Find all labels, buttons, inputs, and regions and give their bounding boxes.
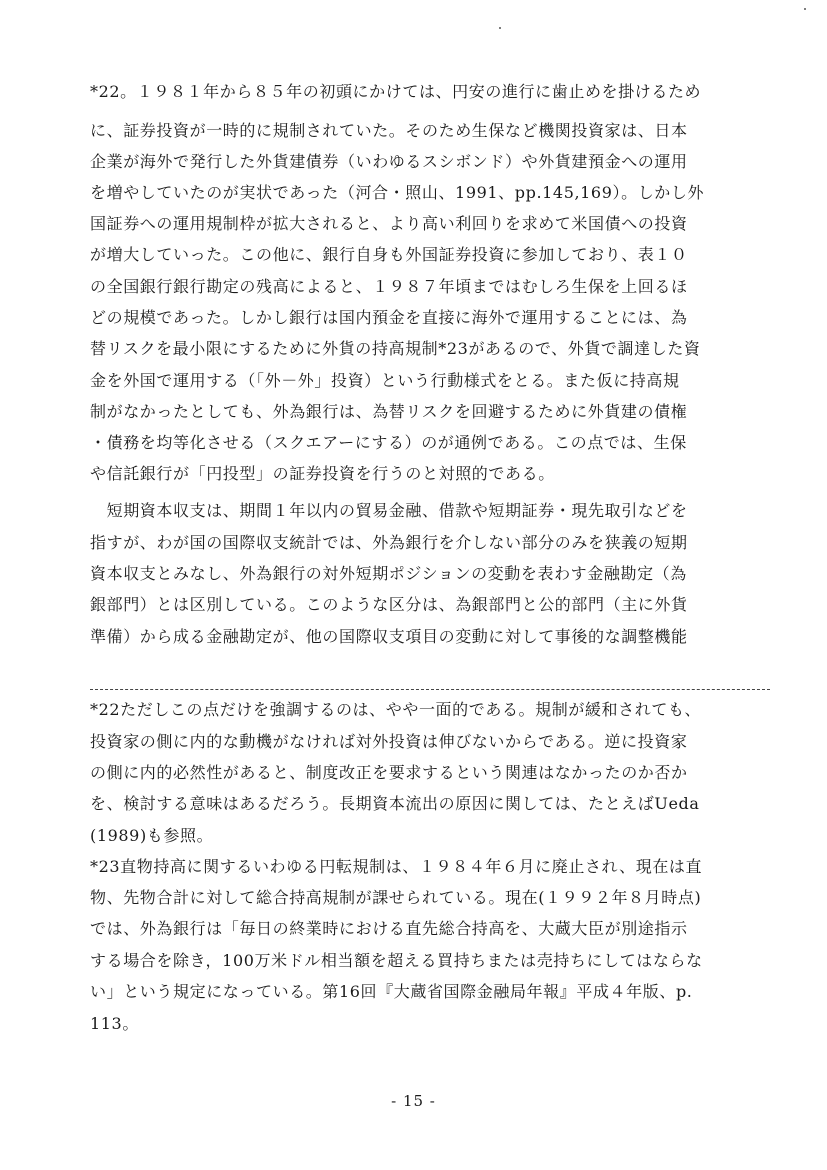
footnote-line: 113。 <box>90 1014 139 1033</box>
body-line: 制がなかったとしても、外為銀行は、為替リスクを回避するために外貨建の債権 <box>90 402 688 421</box>
body-line: 企業が海外で発行した外貨建債券（いわゆるスシボンド）や外貨建預金への運用 <box>90 152 688 171</box>
body-line: 替リスクを最小限にするために外貨の持高規制*23があるので、外貨で調達した資 <box>90 339 701 358</box>
body-line: が増大していった。この他に、銀行自身も外国証券投資に参加しており、表１０ <box>90 245 688 264</box>
footnote-line: (1989)も参照。 <box>90 826 214 845</box>
footnote-line: する場合を除き，100万米ドル相当額を超える買持ちまたは売持ちにしてはならな <box>90 951 703 970</box>
scan-speck <box>499 27 501 29</box>
body-line: を増やしていたのが実状であった（河合・照山、1991、pp.145,169）。しかし外 <box>90 183 705 202</box>
footnote-line: *23直物持高に関するいわゆる円転規制は、１９８４年６月に廃止され、現在は直 <box>90 857 703 876</box>
body-line: に、証券投資が一時的に規制されていた。そのため生保など機関投資家は、日本 <box>90 121 688 140</box>
footnote-line: の側に内的必然性があると、制度改正を要求するという関連はなかったのか否か <box>90 763 688 782</box>
body-line: ・債務を均等化させる（スクエアーにする）のが通例である。この点では、生保 <box>90 433 687 452</box>
body-line: 国証券への運用規制枠が拡大されると、より高い利回りを求めて米国債への投資 <box>90 214 688 233</box>
body-line: どの規模であった。しかし銀行は国内預金を直接に海外で運用することには、為 <box>90 308 688 327</box>
footnote-line: 投資家の側に内的な動機がなければ対外投資は伸びないからである。逆に投資家 <box>90 732 688 751</box>
body-line: 金を外国で運用する（「外－外」投資）という行動様式をとる。また仮に持高規 <box>90 371 680 390</box>
footnote-line: 物、先物合計に対して総合持高規制が課せられている。現在(１９９２年８月時点) <box>90 888 702 907</box>
body-line: の全国銀行銀行勘定の残高によると、１９８７年頃まではむしろ生保を上回るほ <box>90 277 688 296</box>
footnote-separator <box>90 689 770 690</box>
body-line: 資本収支とみなし、外為銀行の対外短期ポジションの変動を表わす金融勘定（為 <box>90 564 687 583</box>
body-line: *22。１９８１年から８５年の初頭にかけては、円安の進行に歯止めを掛けるため <box>90 82 702 101</box>
footnote-line: *22ただしこの点だけを強調するのは、やや一面的である。規制が緩和されても、 <box>90 700 702 719</box>
footnote-line: では、外為銀行は「毎日の終業時における直先総合持高を、大蔵大臣が別途指示 <box>90 919 688 938</box>
page-number: - 15 - <box>391 1092 436 1110</box>
body-line: 短期資本収支は、期間１年以内の貿易金融、借款や短期証券・現先取引などを <box>90 501 688 520</box>
scan-speck <box>804 8 806 10</box>
body-line: や信託銀行が「円投型」の証券投資を行うのと対照的である。 <box>90 464 555 483</box>
body-line: 銀部門）とは区別している。このような区分は、為銀部門と公的部門（主に外貨 <box>90 595 688 614</box>
footnote-line: い」という規定になっている。第16回『大蔵省国際金融局年報』平成４年版、p. <box>90 982 693 1001</box>
body-line: 準備）から成る金融勘定が、他の国際収支項目の変動に対して事後的な調整機能 <box>90 627 688 646</box>
footnote-line: を、検討する意味はあるだろう。長期資本流出の原因に関しては、たとえばUeda <box>90 794 700 813</box>
body-line: 指すが、わが国の国際収支統計では、外為銀行を介しない部分のみを狭義の短期 <box>90 533 688 552</box>
